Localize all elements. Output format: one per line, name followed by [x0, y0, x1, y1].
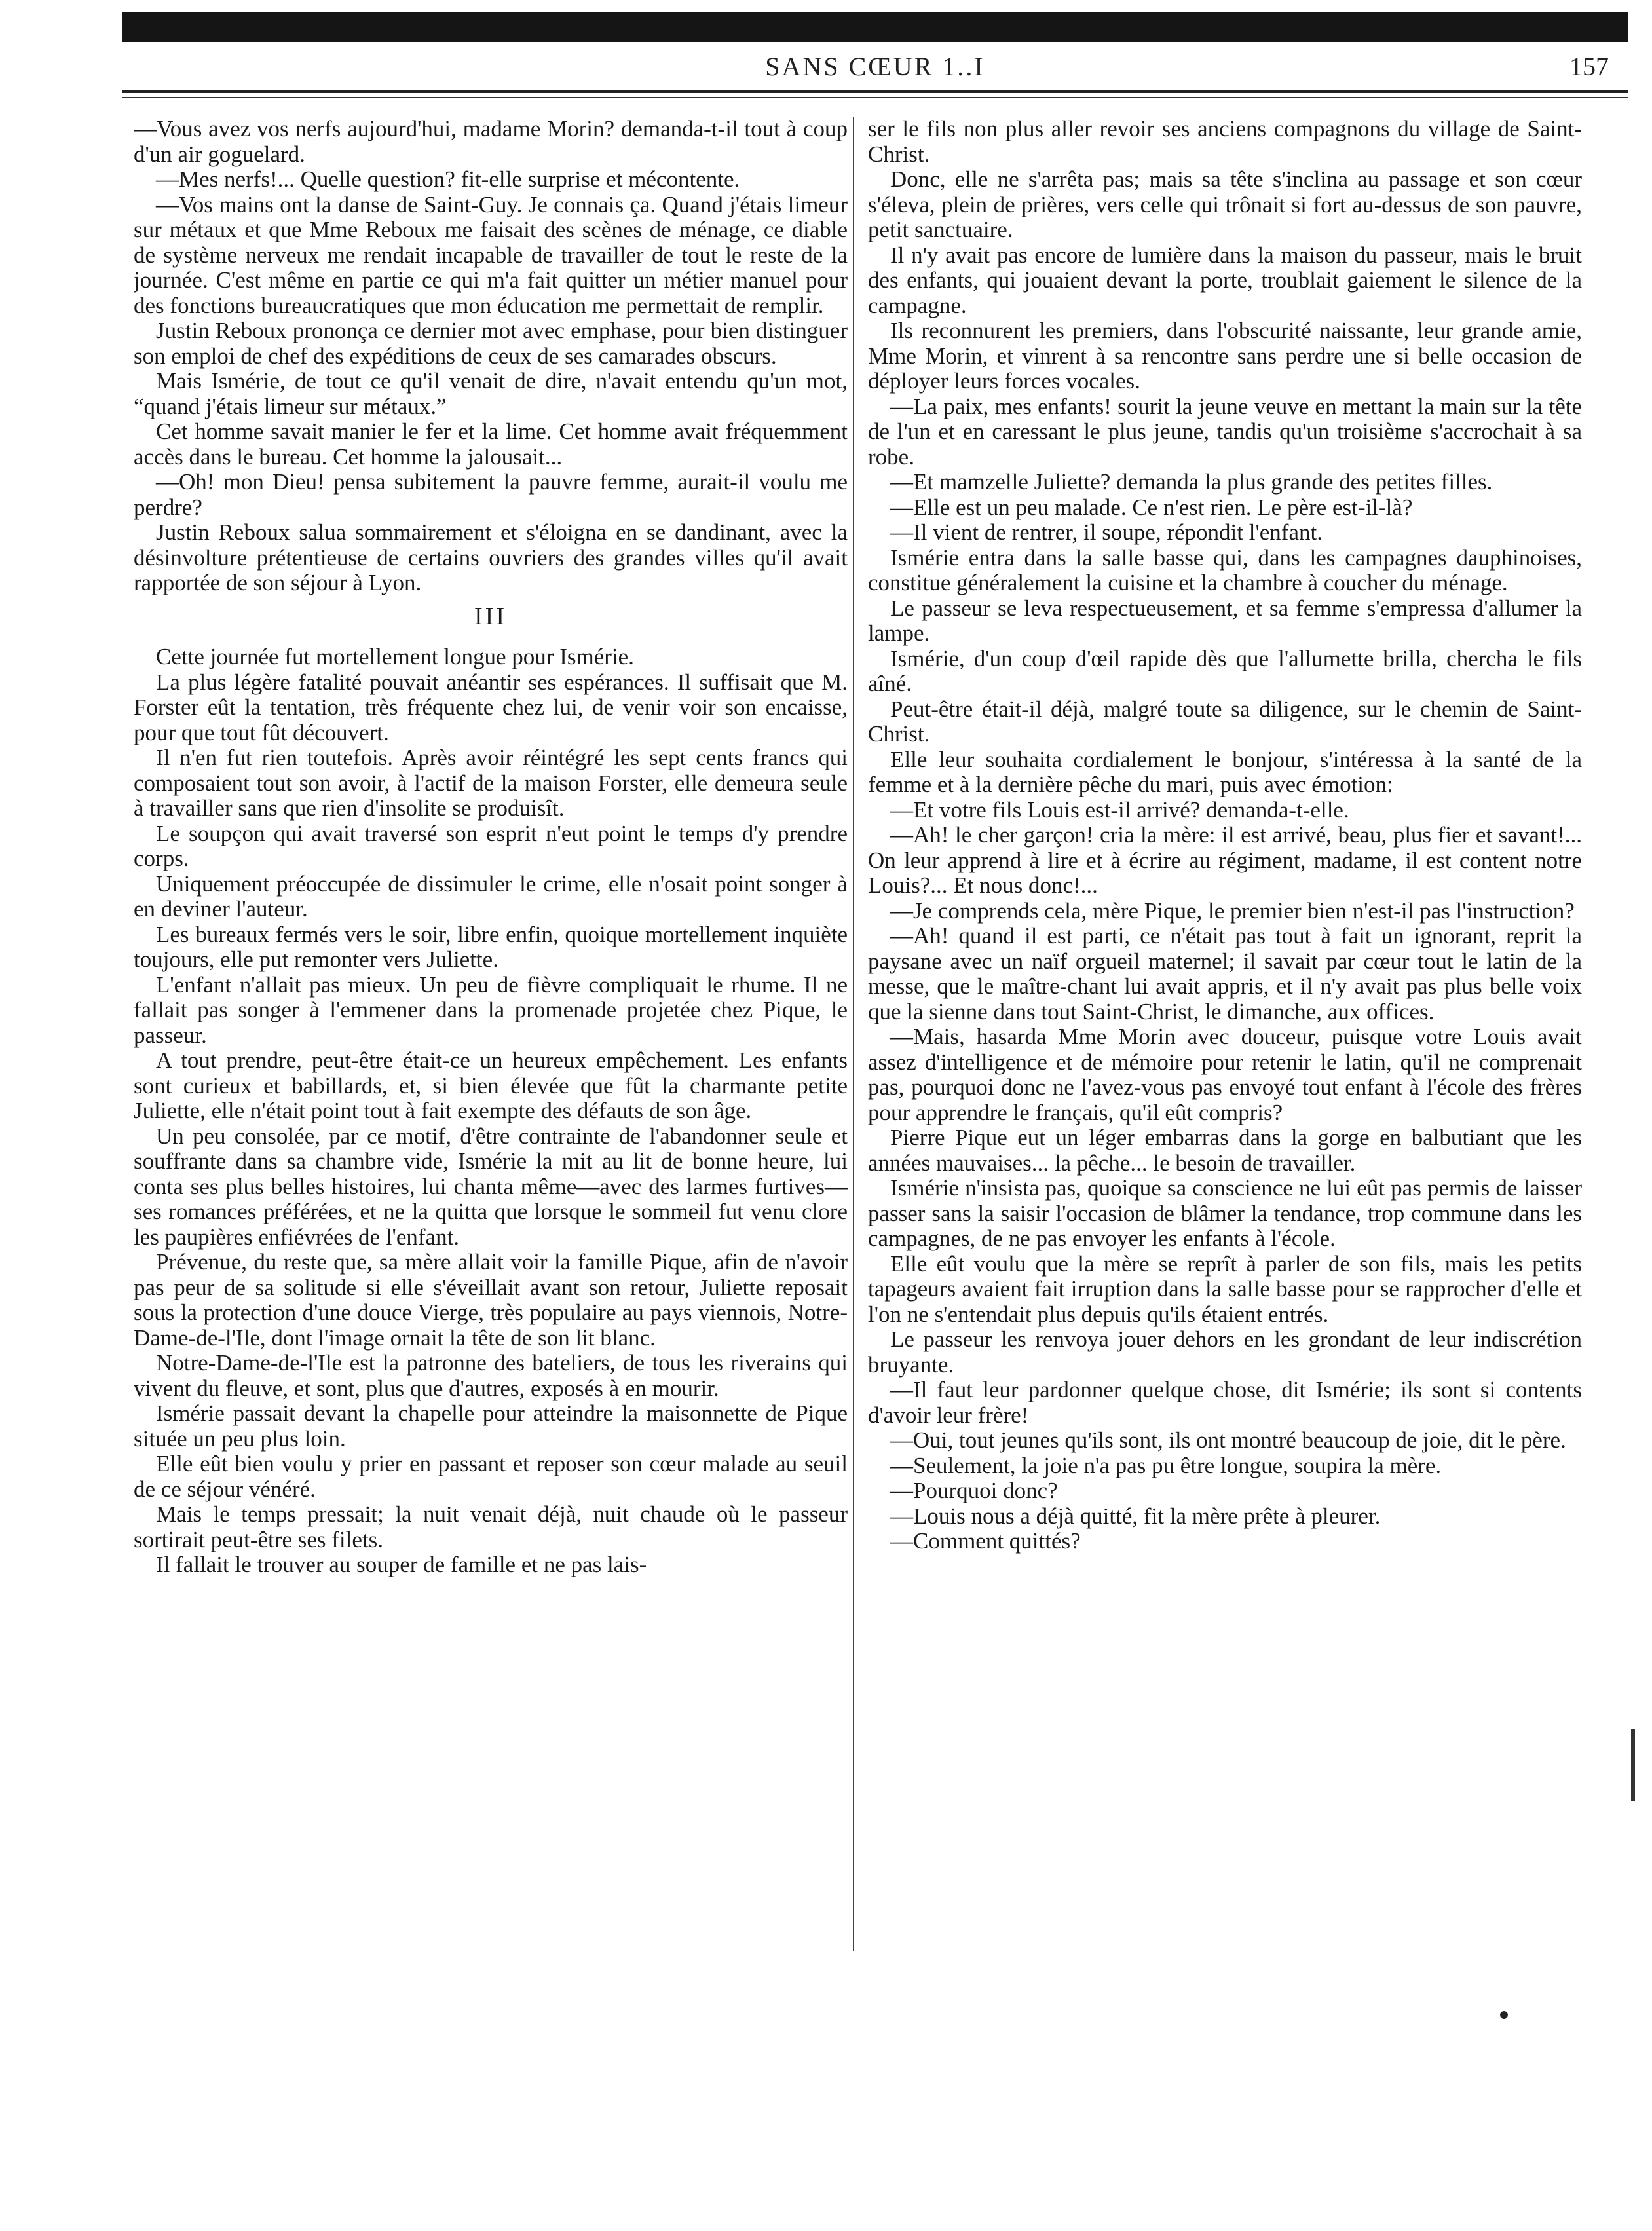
paragraph: L'enfant n'allait pas mieux. Un peu de fièvre compliquait le rhume. Il ne fallait pas songer à l'emmener dans la promenade projetée chez Pique, le passeur. — [134, 971, 848, 1048]
paragraph: —Seulement, la joie n'a pas pu être longue, soupira la mère. — [890, 1452, 1442, 1478]
paragraph: A tout prendre, peut-être était-ce un heureux empêchement. Les enfants sont curieux et babillards, et, si bien élevée que fût la charmante petite Juliette, elle n'était point tout à fait exempte des défauts de son âge. — [134, 1047, 848, 1123]
paragraph: Mais le temps pressait; la nuit venait déjà, nuit chaude où le passeur sortirait peut-être ses filets. — [134, 1501, 848, 1552]
paragraph: —Oui, tout jeunes qu'ils sont, ils ont montré beaucoup de joie, dit le père. — [890, 1427, 1566, 1453]
paragraph: Uniquement préoccupée de dissimuler le crime, elle n'osait point songer à en deviner l'auteur. — [134, 871, 848, 922]
paragraph: Notre-Dame-de-l'Ile est la patronne des bateliers, de tous les riverains qui vivent du fleuve, et sont, plus que d'autres, exposés à en mourir. — [134, 1350, 848, 1401]
paragraph: —La paix, mes enfants! sourit la jeune veuve en mettant la main sur la tête de l'un et en caressant le plus jeune, tandis qu'un troisième s'accrochait à sa robe. — [868, 393, 1582, 470]
paragraph: Elle eût voulu que la mère se reprît à parler de son fils, mais les petits tapageurs avaient fait irruption dans la salle basse pour se rapprocher d'elle et l'on ne s'entendait plus depuis qu'ils étaient entrés. — [868, 1250, 1582, 1327]
paragraph: —Je comprends cela, mère Pique, le premier bien n'est-il pas l'instruction? — [890, 897, 1575, 924]
paragraph: Le passeur se leva respectueusement, et sa femme s'empressa d'allumer la lampe. — [868, 595, 1582, 646]
paragraph: —Elle est un peu malade. Ce n'est rien. Le père est-il-là? — [890, 494, 1413, 520]
paragraph: Prévenue, du reste que, sa mère allait voir la famille Pique, afin de n'avoir pas peur de sa solitude si elle s'éveillait avant son retour, Juliette reposait sous la protection d'une douce Vierge, très populaire au pays viennois, Notre-Dame-de-l'Ile, dont l'image ornait la tête de son lit blanc. — [134, 1249, 848, 1351]
paragraph: —Vos mains ont la danse de Saint-Guy. Je connais ça. Quand j'étais limeur sur métaux et que Mme Reboux me faisait des scènes de ménage, ce diable de système nerveux me rendait incapable de travailler de tout le reste de la journée. C'est même en partie ce qui m'a fait quitter un métier manuel pour des fonctions bureaucratiques que mon éducation me permettait de remplir. — [134, 191, 848, 318]
ink-dot — [1500, 2011, 1508, 2019]
paragraph: Ils reconnurent les premiers, dans l'obscurité naissante, leur grande amie, Mme Morin, et vinrent à sa rencontre sans perdre une si belle occasion de déployer leurs forces vocales. — [868, 318, 1582, 394]
paragraph: —Il faut leur pardonner quelque chose, dit Ismérie; ils sont si contents d'avoir leur frère! — [868, 1377, 1582, 1428]
paragraph: Ismérie, d'un coup d'œil rapide dès que l'allumette brilla, chercha le fils aîné. — [868, 645, 1582, 696]
paragraph: —Il vient de rentrer, il soupe, répondit l'enfant. — [890, 519, 1323, 545]
paragraph: Mais Ismérie, de tout ce qu'il venait de dire, n'avait entendu qu'un mot, “quand j'étais limeur sur métaux.” — [134, 368, 848, 419]
paragraph: Il n'en fut rien toutefois. Après avoir réintégré les sept cents francs qui composaient tout son avoir, à l'actif de la maison Forster, elle demeura seule à travailler sans que rien d'insolite se produisît. — [134, 745, 848, 821]
paragraph: Ismérie n'insista pas, quoique sa conscience ne lui eût pas permis de laisser passer sans la saisir l'occasion de blâmer la tendance, trop commune dans les campagnes, de ne pas envoyer les enfants à l'école. — [868, 1175, 1582, 1251]
header-rule — [122, 90, 1628, 93]
paragraph: Les bureaux fermés vers le soir, libre enfin, quoique mortellement inquiète toujours, elle put remonter vers Juliette. — [134, 921, 848, 972]
left-paragraphs-before — [134, 117, 848, 596]
paragraph: Cette journée fut mortellement longue pour Ismérie. — [156, 644, 634, 669]
paragraph: —Mes nerfs!... Quelle question? fit-elle surprise et mécontente. — [156, 166, 740, 192]
paragraph: Justin Reboux prononça ce dernier mot avec emphase, pour bien distinguer son emploi de chef des expéditions de ceux de ses camarades obscurs. — [134, 318, 848, 369]
paragraph: —Mais, hasarda Mme Morin avec douceur, puisque votre Louis avait assez d'intelligence et de mémoire pour retenir le latin, qu'il ne comprenait pas, pourquoi donc ne l'avez-vous pas envoyé tout enfant à l'école des frères pour apprendre le français, qu'il eût compris? — [868, 1024, 1582, 1125]
paragraph: Ismérie entra dans la salle basse qui, dans les campagnes dauphinoises, constitue généralement la cuisine et la chambre à coucher du ménage. — [868, 544, 1582, 595]
paragraph: Il n'y avait pas encore de lumière dans la maison du passeur, mais le bruit des enfants, qui jouaient devant la porte, troublait gaiement le silence de la campagne. — [868, 242, 1582, 318]
paragraph: —Et votre fils Louis est-il arrivé? demanda-t-elle. — [890, 797, 1349, 823]
paragraph: —Ah! le cher garçon! cria la mère: il est arrivé, beau, plus fier et savant!... On leur apprend à lire et à écrire au régiment, madame, il est content notre Louis?... Et nous donc!... — [868, 822, 1582, 898]
page-number: 157 — [1569, 52, 1609, 81]
left-paragraphs-after — [134, 645, 848, 1578]
running-title: SANS CŒUR 1..I — [765, 52, 985, 81]
paragraph: Pierre Pique eut un léger embarras dans la gorge en balbutiant que les années mauvaises... la pêche... le besoin de travailler. — [868, 1125, 1582, 1176]
paragraph: —Louis nous a déjà quitté, fit la mère prête à pleurer. — [890, 1503, 1381, 1529]
paragraph: Donc, elle ne s'arrêta pas; mais sa tête s'inclina au passage et son cœur s'éleva, plein de prières, vers celle qui trônait si fort au-dessus de son pauvre, petit sanctuaire. — [868, 166, 1582, 242]
header-rule-thin — [122, 97, 1628, 98]
right-column — [868, 117, 1582, 2095]
paragraph: Elle eût bien voulu y prier en passant et reposer son cœur malade au seuil de ce séjour vénéré. — [134, 1451, 848, 1502]
paragraph: Le soupçon qui avait traversé son esprit n'eut point le temps d'y prendre corps. — [134, 820, 848, 871]
left-column — [134, 117, 848, 2095]
paragraph: La plus légère fatalité pouvait anéantir ses espérances. Il suffisait que M. Forster eût la tentation, très fréquente chez lui, de venir voir son encaisse, pour que tout fût découvert. — [134, 669, 848, 745]
paragraph: —Vous avez vos nerfs aujourd'hui, madame Morin? demanda-t-il tout à coup d'un air goguelard. — [134, 117, 848, 167]
paragraph: —Et mamzelle Juliette? demanda la plus grande des petites filles. — [890, 469, 1493, 495]
paragraph: Peut-être était-il déjà, malgré toute sa diligence, sur le chemin de Saint-Christ. — [868, 696, 1582, 747]
page-header — [122, 51, 1628, 90]
paragraph: ser le fils non plus aller revoir ses anciens compagnons du village de Saint-Christ. — [868, 117, 1582, 167]
paragraph: Elle leur souhaita cordialement le bonjour, s'intéressa à la santé de la femme et à la dernière pêche du mari, puis avec émotion: — [868, 746, 1582, 797]
paragraph: —Pourquoi donc? — [890, 1478, 1058, 1503]
paragraph: Justin Reboux salua sommairement et s'éloigna en se dandinant, avec la désinvolture prétentieuse de certains ouvriers des grandes villes qu'il avait rapportée de son séjour à Lyon. — [134, 519, 848, 595]
paragraph: Le passeur les renvoya jouer dehors en les grondant de leur indiscrétion bruyante. — [868, 1326, 1582, 1378]
paragraph: —Comment quittés? — [890, 1528, 1081, 1554]
paragraph: Un peu consolée, par ce motif, d'être contrainte de l'abandonner seule et souffrante dans sa chambre vide, Ismérie la mit au lit de bonne heure, lui conta ses plus belles histoires, lui chanta même—avec des larmes furtives—ses romances préférées, et ne la quitta que lorsque le sommeil fut venu clore les paupières enfiévrées de l'enfant. — [134, 1123, 848, 1250]
scan-edge-mark — [1631, 1729, 1635, 1801]
paragraph: Cet homme savait manier le fer et la lime. Cet homme avait fréquemment accès dans le bureau. Cet homme la jalousait... — [134, 419, 848, 470]
paragraph: Ismérie passait devant la chapelle pour atteindre la maisonnette de Pique située un peu plus loin. — [134, 1400, 848, 1452]
paragraph: —Oh! mon Dieu! pensa subitement la pauvre femme, aurait-il voulu me perdre? — [134, 469, 848, 520]
paragraph: Il fallait le trouver au souper de famille et ne pas lais- — [156, 1552, 647, 1577]
section-heading: III — [474, 602, 507, 630]
header-black-bar — [122, 12, 1628, 42]
paragraph: —Ah! quand il est parti, ce n'était pas tout à fait un ignorant, reprit la paysane avec un naïf orgueil maternel; il savait par cœur tout le latin de la messe, que le maître-chant lui avait appris, et il n'y avait pas plus belle voix que la sienne dans tout Saint-Christ, le dimanche, aux offices. — [868, 923, 1582, 1024]
column-divider — [853, 117, 854, 1951]
